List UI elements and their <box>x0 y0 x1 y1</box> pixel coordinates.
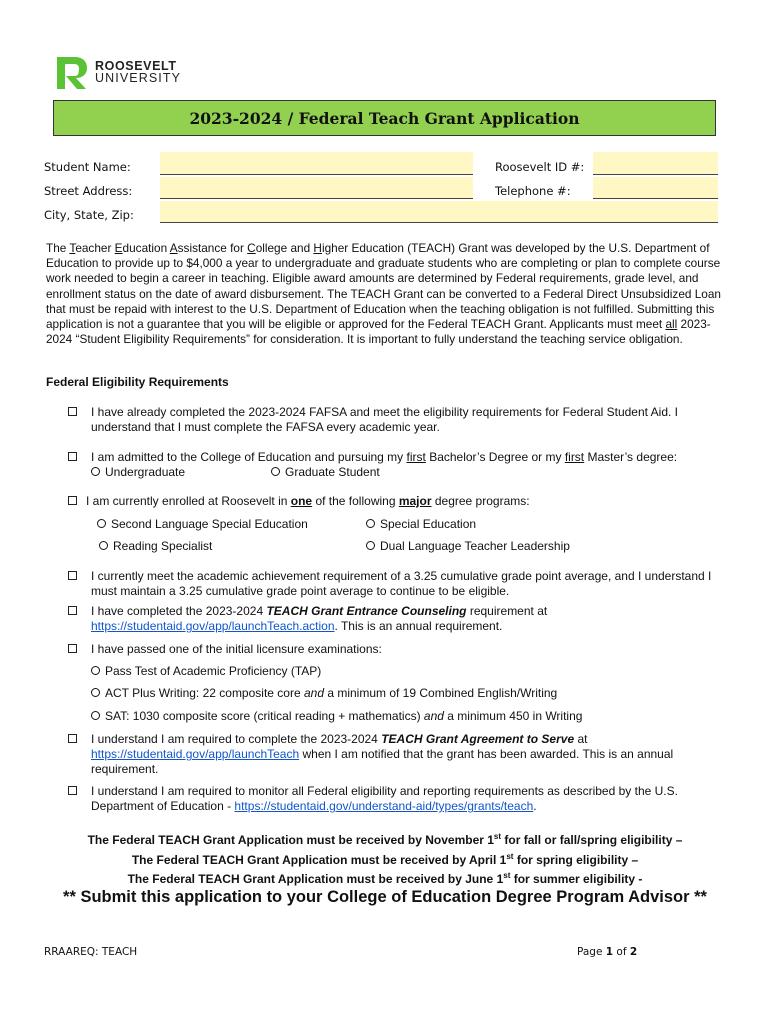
agreement-requirement: I understand I am required to complete the 2023-2024 TEACH Grant Agreement to Serve at https://studentaid.gov/app/launchTeach when I am notified that the grant has been awarded. This is an annual requirement. <box>91 732 674 777</box>
student-name-field[interactable] <box>160 152 473 175</box>
radio-icon <box>91 711 100 720</box>
page-number: Page 1 of 2 <box>577 946 638 958</box>
exam-checkbox[interactable] <box>68 644 77 653</box>
graduate-option[interactable]: Graduate Student <box>271 465 380 480</box>
counseling-checkbox[interactable] <box>68 606 77 615</box>
radio-icon <box>97 519 106 528</box>
enrolled-requirement: I am currently enrolled at Roosevelt in one of the following major degree programs: <box>86 494 530 508</box>
exam-tap-option[interactable]: Pass Test of Academic Proficiency (TAP) <box>91 664 321 679</box>
admitted-checkbox[interactable] <box>68 452 77 461</box>
submit-instruction: ** Submit this application to your College of Education Degree Program Advisor ** <box>63 888 707 906</box>
entrance-counseling-link[interactable]: https://studentaid.gov/app/launchTeach.action <box>91 619 335 634</box>
deadline-summer: The Federal TEACH Grant Application must be received by June 1st for summer eligibility - <box>127 871 643 886</box>
exam-act-option[interactable]: ACT Plus Writing: 22 composite core and a minimum of 19 Combined English/Writing <box>91 686 557 701</box>
intro-paragraph: The Teacher Education Assistance for College and Higher Education (TEACH) Grant was developed by the U.S. Department of Education to provide up to $4,000 a year to undergraduate and graduate students who are completing or plan to complete course work needed to begin a career in teaching. Eligible award amounts are determined by Federal requirements, grade level, and enrollment status on the date of award disbursement. The TEACH Grant can be converted to a Federal Direct Unsubsidized Loan that must be repaid with interest to the U.S. Department of Education when the teaching obligation is not fulfilled. Submitting this application is not a guarantee that you will be eligible or approved for the Federal TEACH Grant. Applicants must meet all 2023-2024 “Student Eligibility Requirements” for consideration. It is important to fully understand the teaching service obligation. <box>46 241 721 347</box>
deadline-spring: The Federal TEACH Grant Application must be received by April 1st for spring eligibility – <box>131 851 639 867</box>
roosevelt-id-field[interactable] <box>593 152 718 175</box>
monitor-requirement: I understand I am required to monitor all Federal eligibility and reporting requirements as described by the U.S. Department of Education - https://studentaid.gov/understand-aid/types/grants/teach. <box>91 784 678 814</box>
undergraduate-option[interactable]: Undergraduate <box>91 465 185 480</box>
student-name-label: Student Name: <box>44 160 131 174</box>
logo-line-2: UNIVERSITY <box>95 71 182 85</box>
deadlines-block <box>0 829 770 888</box>
program-dual-language[interactable]: Dual Language Teacher Leadership <box>366 539 570 554</box>
city-state-zip-label: City, State, Zip: <box>44 208 134 222</box>
monitor-checkbox[interactable] <box>68 786 77 795</box>
radio-icon <box>91 666 100 675</box>
program-second-language-sped[interactable]: Second Language Special Education <box>97 517 308 532</box>
radio-icon <box>366 541 375 550</box>
gpa-checkbox[interactable] <box>68 571 77 580</box>
street-address-label: Street Address: <box>44 184 133 198</box>
radio-icon <box>91 467 100 476</box>
form-code: RRAAREQ: TEACH <box>44 946 138 958</box>
logo-line-1: ROOSEVELT <box>95 59 177 73</box>
form-title-banner <box>53 100 716 136</box>
telephone-field[interactable] <box>593 177 718 199</box>
gpa-requirement: I currently meet the academic achievement requirement of a 3.25 cumulative grade point average, and I understand I must maintain a 3.25 cumulative grade point average to continue to be eligible. <box>91 569 712 599</box>
radio-icon <box>271 467 280 476</box>
exam-requirement: I have passed one of the initial licensure examinations: <box>91 642 382 656</box>
exam-sat-option[interactable]: SAT: 1030 composite score (critical reading + mathematics) and a minimum 450 in Writing <box>91 709 582 724</box>
enrolled-checkbox[interactable] <box>68 496 77 505</box>
fafsa-requirement: I have already completed the 2023-2024 FAFSA and meet the eligibility requirements for Federal Student Aid. I understand that I must complete the FAFSA every academic year. <box>91 405 679 435</box>
radio-icon <box>366 519 375 528</box>
program-reading-specialist[interactable]: Reading Specialist <box>99 539 212 554</box>
agreement-to-serve-link[interactable]: https://studentaid.gov/app/launchTeach <box>91 747 300 762</box>
radio-icon <box>91 688 100 697</box>
city-state-zip-field[interactable] <box>160 201 718 223</box>
eligibility-heading: Federal Eligibility Requirements <box>46 375 229 389</box>
roosevelt-logo-mark <box>55 55 89 91</box>
deadline-fall: The Federal TEACH Grant Application must be received by November 1st for fall or fall/spring eligibility – <box>87 832 683 847</box>
telephone-label: Telephone #: <box>495 184 571 198</box>
form-title: 2023-2024 / Federal Teach Grant Application <box>189 108 580 128</box>
fafsa-checkbox[interactable] <box>68 407 77 416</box>
roosevelt-id-label: Roosevelt ID #: <box>495 160 585 174</box>
counseling-requirement: I have completed the 2023-2024 TEACH Grant Entrance Counseling requirement at https://studentaid.gov/app/launchTeach.action. This is an annual requirement. <box>91 604 548 634</box>
university-logo-text <box>95 60 181 84</box>
street-address-field[interactable] <box>160 177 473 199</box>
radio-icon <box>99 541 108 550</box>
admitted-requirement: I am admitted to the College of Education and pursuing my first Bachelor’s Degree or my first Master’s degree: <box>91 450 678 464</box>
teach-grant-info-link[interactable]: https://studentaid.gov/understand-aid/types/grants/teach <box>234 799 534 814</box>
program-special-education[interactable]: Special Education <box>366 517 476 532</box>
agreement-checkbox[interactable] <box>68 734 77 743</box>
